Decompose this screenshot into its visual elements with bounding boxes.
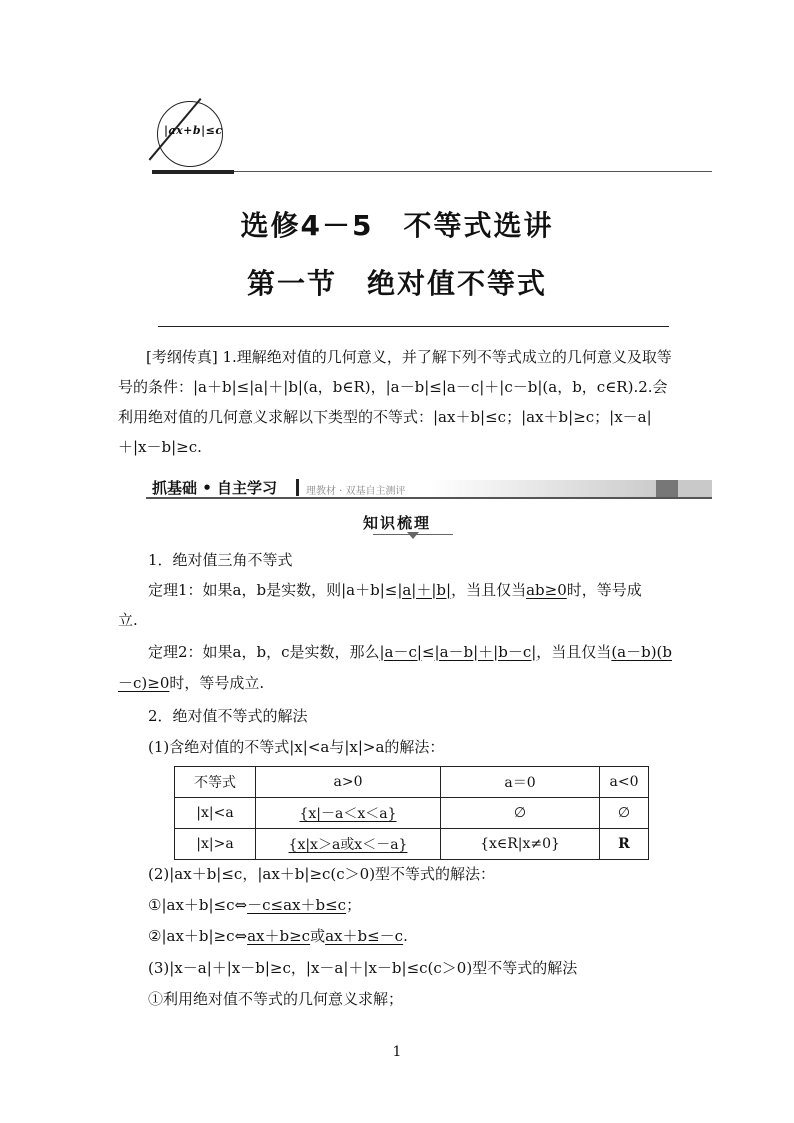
band-block-light	[678, 480, 712, 497]
table-header: 不等式	[175, 767, 256, 798]
theorem-1-cont: 立.	[118, 611, 138, 629]
table-header-row	[175, 767, 649, 798]
heading-1: 1．绝对值三角不等式	[148, 551, 293, 569]
page-number: 1	[392, 1044, 402, 1060]
syllabus-paragraph	[118, 342, 674, 462]
section-title: 第一节 绝对值不等式	[246, 267, 547, 300]
subsection-3: (3)|x－a|＋|x－b|≥c，|x－a|＋|x－b|≤c(c＞0)型不等式的解法	[148, 959, 578, 977]
chapter-title: 选修4－5 不等式选讲	[240, 209, 554, 242]
table-cell: {x|－a＜x＜a}	[256, 798, 441, 829]
syllabus-text: 1.理解绝对值的几何意义，并了解下列不等式成立的几何意义及取等号的条件：|a＋b|≤|a|＋|b|(a，b∈R)，|a－b|≤|a－c|＋|c－b|(a，b，c∈R).2.会利用绝对值的几何意义求解以下类型的不等式：|ax＋b|≤c；|ax＋b|≥c；|x－a|＋|x－b|≥c.	[118, 348, 672, 456]
theorem-1-line: 定理1：如果a，b是实数，则|a＋b|≤|a|＋|b|，当且仅当ab≥0时，等号成	[148, 581, 642, 599]
answer-blank: ax＋b≤－c	[325, 927, 404, 945]
answer-blank: －c)≥0	[118, 674, 170, 692]
table-header: a＝0	[441, 767, 600, 798]
band-block-dark	[656, 480, 678, 497]
section-band-sub: 理教材 · 双基自主测评	[306, 486, 406, 497]
header-rule-thin	[234, 171, 712, 172]
subsection-2b: ②|ax＋b|≥c⇔ax＋b≥c或ax＋b≤－c.	[148, 927, 408, 945]
answer-blank: ax＋b≥c	[247, 927, 311, 945]
syllabus-tag: [考纲传真]	[146, 348, 218, 366]
table-header: a>0	[256, 767, 441, 798]
table-cell: ∅	[441, 798, 600, 829]
answer-blank: |a|＋|b|	[397, 581, 452, 599]
title-rule	[158, 326, 669, 327]
inequality-table	[174, 766, 649, 860]
theorem-2-cont: －c)≥0时，等号成立.	[118, 674, 265, 692]
answer-blank: (a－b)(b	[611, 643, 673, 661]
knowledge-title: 知识梳理	[362, 514, 431, 532]
subsection-3a: ①利用绝对值不等式的几何意义求解；	[148, 990, 404, 1008]
table-cell: |x|<a	[175, 798, 256, 829]
knowledge-triangle-icon	[407, 532, 419, 539]
subsection-1: (1)含绝对值的不等式|x|<a与|x|>a的解法：	[148, 738, 445, 756]
header-rule-thick	[152, 170, 234, 174]
answer-blank: |a－b|＋|b－c|	[434, 643, 537, 661]
heading-2: 2．绝对值不等式的解法	[148, 707, 308, 725]
answer-blank: ab≥0	[526, 581, 567, 599]
theorem-2-line: 定理2：如果a，b，c是实数，那么|a－c|≤|a－b|＋|b－c|，当且仅当(a－b)(b	[148, 643, 673, 661]
table-cell: {x|x＞a或x＜－a}	[256, 829, 441, 860]
table-row	[175, 829, 649, 860]
band-gradient	[430, 480, 656, 497]
answer-blank: －c≤ax＋b≤c	[247, 896, 347, 914]
table-header: a<0	[600, 767, 649, 798]
table-cell: |x|>a	[175, 829, 256, 860]
section-band-label: 抓基础 • 自主学习	[152, 479, 278, 497]
table-row	[175, 798, 649, 829]
table-cell: R	[600, 829, 649, 860]
logo-text: |ax+b|≤c	[164, 124, 223, 137]
answer-blank: |a－c|	[379, 643, 422, 661]
band-underline	[146, 497, 712, 499]
subsection-2a: ①|ax＋b|≤c⇔－c≤ax＋b≤c；	[148, 896, 362, 914]
band-divider	[296, 479, 299, 496]
table-cell: ∅	[600, 798, 649, 829]
subsection-2: (2)|ax＋b|≤c，|ax＋b|≥c(c＞0)型不等式的解法：	[148, 865, 496, 883]
table-cell: {x∈R|x≠0}	[441, 829, 600, 860]
